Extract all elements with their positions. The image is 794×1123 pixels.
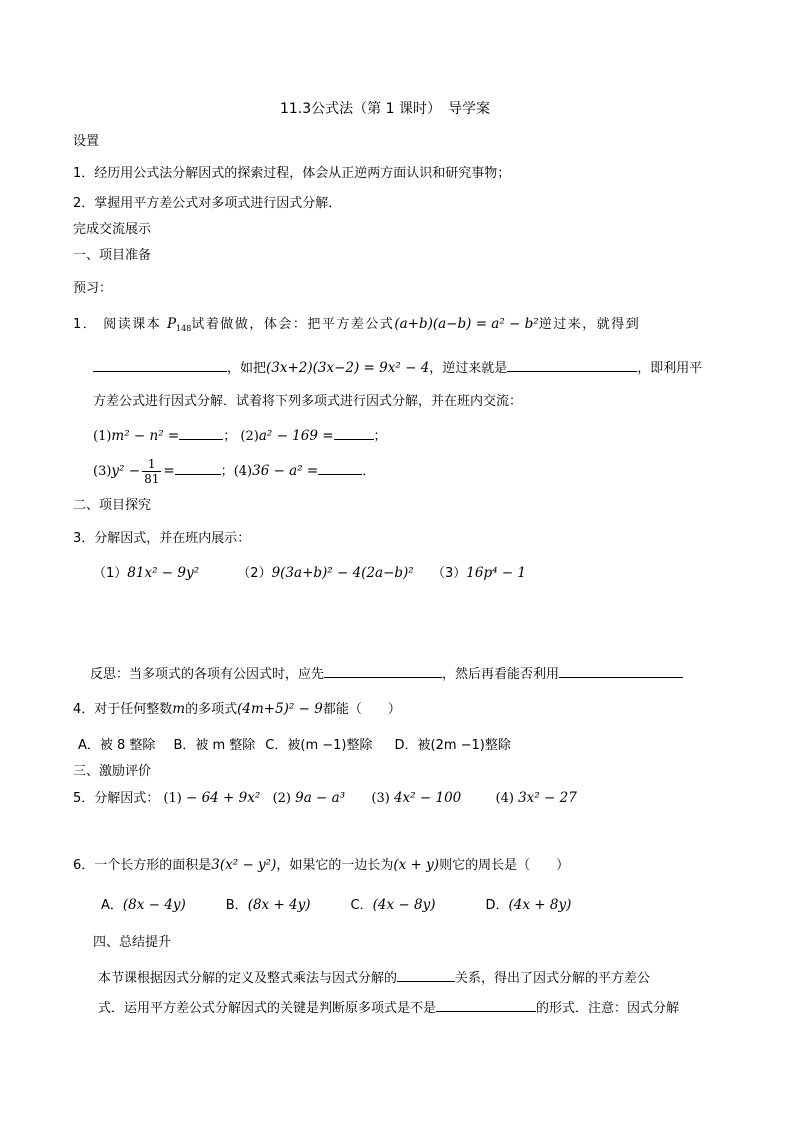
item-label: (1) bbox=[163, 791, 182, 806]
q4-option-b[interactable]: B．被 m 整除 bbox=[173, 738, 256, 753]
summary-2a: 式．运用平方差公式分解因式的关键是判断原多项式是不是 bbox=[98, 1001, 437, 1016]
item-label: （1） bbox=[93, 566, 128, 581]
q3-stem: 3．分解因式，并在班内展示： bbox=[73, 531, 251, 546]
part3-heading: 三、激励评价 bbox=[73, 764, 152, 779]
q1-line1 bbox=[73, 315, 640, 334]
q1-text-c: 逆过来，就得到 bbox=[538, 317, 641, 332]
q6-expr-a: 3(x² − y²) bbox=[211, 857, 277, 873]
item-expr: = bbox=[163, 463, 175, 479]
q6-option-b[interactable]: B．(8x + 4y) bbox=[225, 897, 311, 913]
section-complete: 完成交流展示 bbox=[73, 222, 152, 237]
summary-line1 bbox=[98, 968, 650, 988]
item-expr: 36 − a² = bbox=[252, 463, 319, 479]
q1-number: 1． bbox=[73, 317, 98, 332]
item-expr: 81x² − 9y² bbox=[127, 565, 200, 581]
q6-option-d[interactable]: D．(4x + 8y) bbox=[485, 897, 572, 913]
answer-blank[interactable] bbox=[334, 426, 374, 440]
q5 bbox=[73, 789, 577, 808]
q6-options bbox=[101, 896, 571, 915]
summary-1a: 本节课根据因式分解的定义及整式乘法与因式分解的 bbox=[98, 971, 398, 986]
q1-text-b: 试着做做，体会：把平方差公式 bbox=[191, 317, 395, 332]
q6-stem-a: 6．一个长方形的面积是 bbox=[73, 858, 212, 873]
example-formula: (3x+2)(3x−2) = 9x² − 4 bbox=[266, 360, 430, 376]
answer-blank[interactable] bbox=[559, 664, 683, 678]
goal-1: 1．经历用公式法分解因式的探索过程，体会从正逆两方面认识和研究事物； bbox=[73, 166, 511, 181]
item-label: (3) bbox=[371, 791, 390, 806]
q4-stem-b: 的多项式 bbox=[185, 702, 238, 717]
fraction-numerator: 1 bbox=[142, 457, 161, 472]
answer-blank[interactable] bbox=[175, 461, 221, 475]
item-expr: 9a − a³ bbox=[295, 790, 346, 806]
q4-option-a[interactable]: A．被 8 整除 bbox=[78, 738, 156, 753]
part2-heading: 二、项目探究 bbox=[73, 498, 152, 513]
q1-text-e: ，逆过来就是 bbox=[429, 361, 508, 376]
item-label: (4) bbox=[495, 791, 514, 806]
item-expr: 4x² − 100 bbox=[393, 790, 462, 806]
section-setup: 设置 bbox=[73, 134, 100, 149]
reflection-a: 反思：当多项式的各项有公因式时，应先 bbox=[90, 667, 325, 682]
reflection bbox=[90, 664, 683, 684]
item-label: （3） bbox=[432, 566, 467, 581]
summary-2b: 的形式．注意：因式分解 bbox=[536, 1001, 680, 1016]
item-label: (4) bbox=[233, 464, 253, 479]
q6-expr-b: (x + y) bbox=[393, 857, 440, 873]
q4-option-d[interactable]: D．被(2m −1)整除 bbox=[394, 738, 511, 753]
item-label: (2) bbox=[240, 429, 259, 444]
q4-option-c[interactable]: C．被(m −1)整除 bbox=[265, 738, 373, 753]
reflection-b: ，然后再看能否利用 bbox=[442, 667, 560, 682]
q4-expr: (4m+5)² − 9 bbox=[237, 701, 323, 717]
item-label: （2） bbox=[237, 566, 272, 581]
difference-of-squares-formula: (a+b)(a−b) = a² − b² bbox=[394, 316, 539, 332]
q1-line3: 方差公式进行因式分解．试着将下列多项式进行因式分解，并在班内交流： bbox=[93, 394, 523, 409]
q1-items-row2: (3)y² − $\frac{1}{81}$ = ；(4)36 − a² = ． bbox=[93, 457, 376, 486]
q6-option-c[interactable]: C．(4x − 8y) bbox=[350, 897, 436, 913]
item-expr: 16p⁴ − 1 bbox=[466, 565, 527, 581]
q1-line2 bbox=[93, 358, 702, 378]
preview-label: 预习： bbox=[73, 281, 113, 296]
answer-blank[interactable] bbox=[318, 461, 362, 475]
q6-stem-c: 则它的周长是（ ） bbox=[439, 858, 570, 873]
answer-blank[interactable] bbox=[324, 664, 442, 678]
answer-blank[interactable] bbox=[93, 358, 227, 372]
q1-text-f: ，即利用平 bbox=[637, 361, 703, 376]
goal-2: 2．掌握用平方差公式对多项式进行因式分解． bbox=[73, 196, 342, 211]
summary-line2 bbox=[98, 998, 679, 1018]
q5-stem: 5．分解因式： bbox=[73, 791, 160, 806]
item-expr: 9(3a+b)² − 4(2a−b)² bbox=[271, 565, 414, 581]
page-num: 148 bbox=[176, 324, 192, 333]
answer-blank[interactable] bbox=[436, 998, 536, 1012]
item-label: (2) bbox=[272, 791, 291, 806]
item-expr: 3x² − 27 bbox=[518, 790, 577, 806]
summary-1b: 关系，得出了因式分解的平方差公 bbox=[455, 971, 651, 986]
q4-stem bbox=[73, 700, 401, 719]
q1-text-a: 阅读课本 bbox=[103, 317, 162, 332]
item-expr: − 64 + 9x² bbox=[185, 790, 261, 806]
fraction-denominator: 81 bbox=[144, 472, 160, 486]
item-expr: a² − 169 = bbox=[258, 428, 334, 444]
page-ref: P bbox=[166, 316, 177, 332]
item-expr: m² − n² = bbox=[111, 428, 180, 444]
part1-heading: 一、项目准备 bbox=[73, 248, 152, 263]
q4-options bbox=[78, 737, 511, 755]
item-label: (1) bbox=[93, 429, 112, 444]
q4-stem-c: 都能（ ） bbox=[322, 702, 401, 717]
answer-blank[interactable] bbox=[397, 968, 455, 982]
q3-items bbox=[93, 564, 526, 583]
answer-blank[interactable] bbox=[507, 358, 637, 372]
q6-stem-b: ，如果它的一边长为 bbox=[276, 858, 394, 873]
q1-items-row1: (1)m² − n² = ； (2)a² − 169 = ； bbox=[93, 428, 387, 444]
page-title: 11.3公式法（第 1 课时） 导学案 bbox=[280, 101, 490, 117]
part4-heading: 四、总结提升 bbox=[93, 935, 172, 950]
item-expr: y² − bbox=[111, 463, 141, 479]
item-label: (3) bbox=[93, 464, 112, 479]
q6-stem bbox=[73, 856, 569, 875]
q4-stem-a: 4．对于任何整数 bbox=[73, 702, 173, 717]
answer-blank[interactable] bbox=[179, 426, 223, 440]
q4-var: m bbox=[172, 701, 186, 717]
q1-text-d: ，如把 bbox=[227, 361, 267, 376]
q6-option-a[interactable]: A．(8x − 4y) bbox=[101, 897, 186, 913]
